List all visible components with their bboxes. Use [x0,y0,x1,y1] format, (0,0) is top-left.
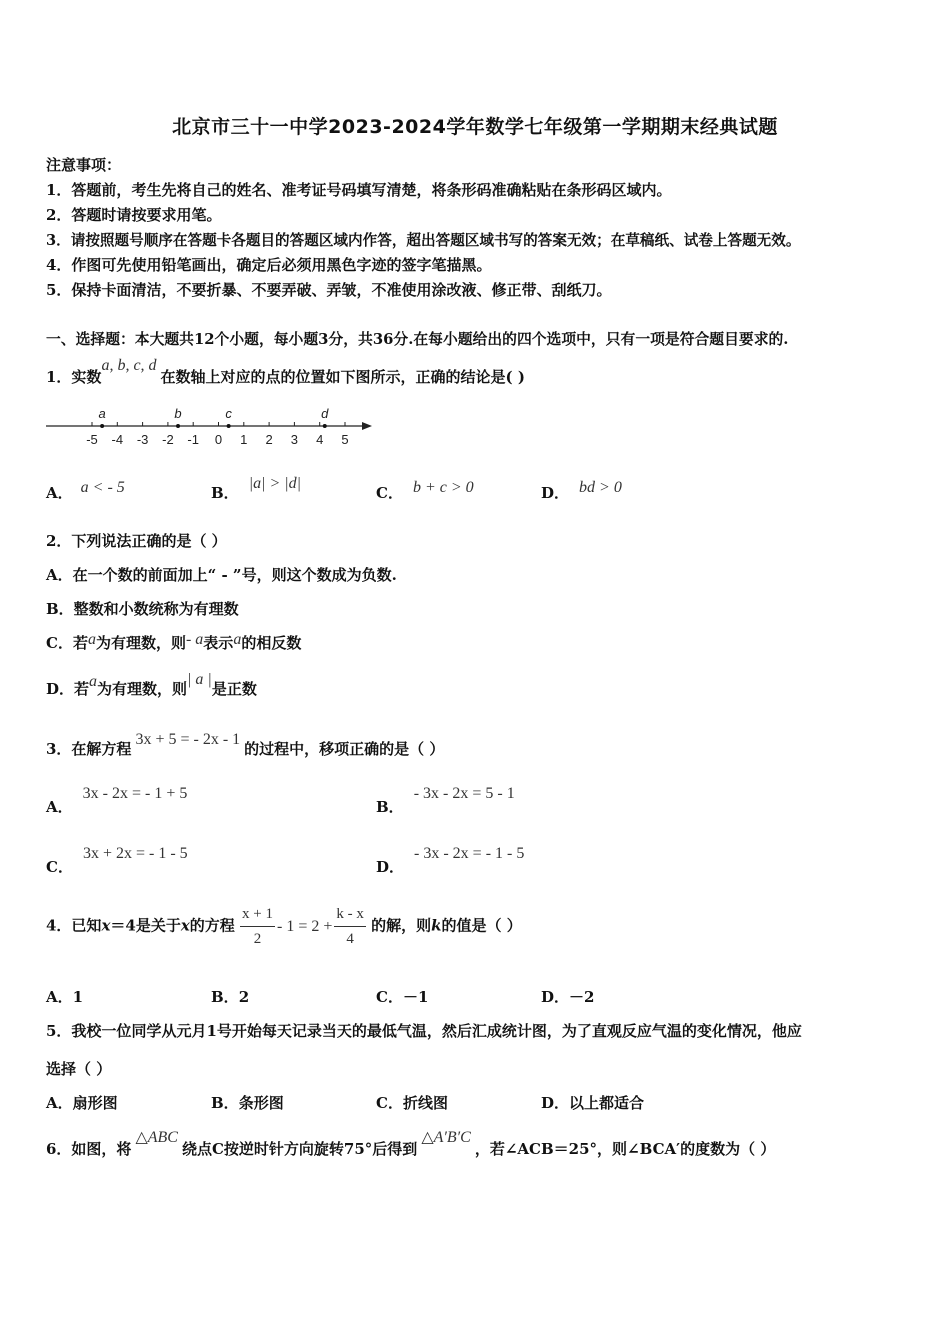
q4-frac2-den: 4 [346,931,354,947]
q2-c-p1: C．若 [46,634,88,652]
q6-mid: 绕点C按逆时针方向旋转75°后得到 [181,1140,418,1158]
q5-option-c-letter: C． [376,1094,403,1112]
q4-middle: - 1 = 2 + [277,917,333,935]
number-line-tick-label: 0 [214,432,223,447]
q6-stem [46,1129,776,1159]
q1-option-d-letter: D． [541,484,570,502]
q1-vars: a, b, c, d [101,357,157,374]
number-line-point [100,424,104,428]
q3-option-d[interactable] [376,845,525,877]
q4-option-c[interactable] [376,986,428,1007]
number-line-tick-label: -3 [136,432,149,447]
q4-option-a-letter: A． [46,988,73,1006]
q5-stem-line1: 5．我校一位同学从元月1号开始每天记录当天的最低气温，然后汇成统计图，为了直观反应气温的变化情况，他应 [46,1022,802,1040]
q4-option-b-letter: B． [211,988,239,1006]
q2-d-p1: D．若 [46,680,90,698]
q4-frac2-num: k - x [334,902,366,927]
q2-c-v3: a [233,631,242,648]
q4-option-b[interactable] [211,986,249,1007]
number-line-point [323,424,327,428]
q3-option-c-letter: C． [46,858,73,876]
q3-option-a[interactable] [46,785,188,817]
q4-fraction-1 [240,902,275,951]
q1-number-line [40,400,380,452]
q4-post1: 的解，则 [371,916,432,935]
q2-option-a[interactable]: A．在一个数的前面加上“ - ”号，则这个数成为负数. [46,566,397,584]
q1-option-a[interactable] [46,479,125,503]
q1-option-b-expr: |a| > |d| [248,475,302,492]
notice-item-1: 1．答题前，考生先将自己的姓名、准考证号码填写清楚，将条形码准确粘贴在条形码区域内。 [46,181,672,199]
q2-d-v1: a [89,673,98,690]
q4-fraction-2 [334,902,366,951]
number-line-point-label: c [225,406,232,421]
q1-option-c[interactable] [376,479,474,503]
q2-d-v2: | a | [187,671,212,688]
q2-c-p3: 表示 [203,634,234,652]
number-line-tick-label: -5 [86,432,98,447]
q2-option-d[interactable] [46,671,257,699]
q5-option-d-text: 以上都适合 [569,1094,645,1112]
q3-option-b[interactable] [376,785,515,817]
q6-triangle-1: △ABC [135,1129,178,1146]
q3-option-d-letter: D． [376,858,405,876]
q5-option-a[interactable] [46,1092,118,1113]
q5-option-c-text: 折线图 [402,1094,448,1112]
number-line-tick-label: 2 [265,432,273,447]
q4-option-d[interactable] [541,986,594,1007]
number-line-tick-label: 5 [341,432,349,447]
number-line-point [176,424,180,428]
q5-option-b[interactable] [211,1092,284,1113]
q4-mid2: 的方程 [189,916,235,935]
number-line-tick-label: -4 [111,432,124,447]
notice-heading: 注意事项： [46,156,122,174]
q3-option-c[interactable] [46,845,188,877]
q1-option-d-expr: bd > 0 [579,479,622,496]
q2-c-p4: 的相反数 [241,634,302,652]
q3-post: 的过程中，移项正确的是（ ） [244,740,445,758]
section-heading: 一、选择题：本大题共12个小题，每小题3分，共36分.在每小题给出的四个选项中，只有一项是符合题目要求的. [46,331,789,348]
q4-option-c-letter: C． [376,988,403,1006]
q3-equation: 3x + 5 = - 2x - 1 [135,731,241,748]
q4-option-d-value: －2 [569,988,595,1006]
q5-option-a-text: 扇形图 [72,1094,118,1112]
q2-d-p2: 为有理数，则 [97,680,188,698]
q2-c-v1: a [87,631,96,648]
q4-frac1-num: x + 1 [240,902,275,927]
q6-pre: 6．如图，将 [46,1140,132,1158]
q3-option-b-expr: - 3x - 2x = 5 - 1 [413,785,515,802]
q1-option-d[interactable] [541,479,622,503]
q3-stem [46,731,445,759]
q3-pre: 3．在解方程 [46,740,132,758]
notice-item-5: 5．保持卡面清洁，不要折暴、不要弄破、弄皱，不准使用涂改液、修正带、刮纸刀。 [46,281,612,299]
q3-option-b-letter: B． [376,798,404,816]
q6-triangle-2: △A′B′C [421,1129,471,1146]
q2-option-c[interactable] [46,632,301,653]
q2-c-v2: - a [185,631,204,648]
q5-option-a-letter: A． [46,1094,73,1112]
number-line-tick-label: 4 [316,432,324,447]
q1-option-b-letter: B． [211,484,239,502]
q1-stem [46,357,525,387]
page-title: 北京市三十一中学2023-2024学年数学七年级第一学期期末经典试题 [172,116,778,138]
q4-mid1: ＝4是关于 [110,916,181,935]
q5-option-b-text: 条形图 [238,1094,284,1112]
notice-item-2: 2．答题时请按要求用笔。 [46,206,222,224]
number-line-tick-label: -2 [162,432,174,447]
q1-option-a-letter: A． [46,484,73,502]
q4-k: k [431,916,442,935]
number-line-tick-label: 1 [240,432,248,447]
number-line-point-label: d [321,406,329,421]
number-line-tick-label: -1 [187,432,199,447]
q4-option-a[interactable] [46,986,83,1007]
q5-option-d[interactable] [541,1092,644,1113]
q5-option-b-letter: B． [211,1094,239,1112]
q1-post: 在数轴上对应的点的位置如下图所示，正确的结论是( ) [160,368,525,386]
q4-option-d-letter: D． [541,988,570,1006]
number-line-arrow [362,422,372,430]
q5-stem-line2: 选择（ ） [46,1060,112,1078]
notice-item-4: 4．作图可先使用铅笔画出，确定后必须用黑色字迹的签字笔描黑。 [46,256,492,274]
q4-frac1-den: 2 [253,931,262,947]
q4-option-c-value: －1 [402,988,429,1006]
q1-option-c-expr: b + c > 0 [412,479,474,496]
q2-d-p3: 是正数 [211,680,257,698]
q4-stem [46,902,522,951]
number-line-tick-label: 3 [290,432,299,447]
q5-option-d-letter: D． [541,1094,570,1112]
q4-x: x [101,916,111,935]
number-line-point-label: a [98,406,106,421]
q3-option-a-expr: 3x - 2x = - 1 + 5 [82,785,188,802]
q3-option-c-expr: 3x + 2x = - 1 - 5 [82,845,188,862]
q4-option-a-value: 1 [72,988,84,1006]
q4-post2: 的值是（ ） [441,916,522,935]
q4-pre: 4．已知 [46,916,102,935]
q6-post: ，若∠ACB＝25°，则∠BCA′的度数为（ ） [474,1140,776,1158]
q1-option-b[interactable] [211,475,302,503]
q3-option-d-expr: - 3x - 2x = - 1 - 5 [414,845,525,862]
q2-c-p2: 为有理数，则 [95,634,186,652]
q1-option-a-expr: a < - 5 [80,479,125,496]
number-line-point [227,424,231,428]
q2-option-b[interactable]: B．整数和小数统称为有理数 [46,600,239,618]
q5-option-c[interactable] [376,1092,448,1113]
number-line-point-label: b [174,406,182,421]
q4-x2: x [180,916,190,935]
q1-option-c-letter: C． [376,484,403,502]
notice-item-3: 3．请按照题号顺序在答题卡各题目的答题区域内作答，超出答题区域书写的答案无效；在草稿纸、试卷上答题无效。 [46,232,801,249]
q2-stem: 2．下列说法正确的是（ ） [46,532,227,550]
q4-option-b-value: 2 [238,988,250,1006]
q3-option-a-letter: A． [46,798,73,816]
q1-pre: 1．实数 [46,368,102,386]
